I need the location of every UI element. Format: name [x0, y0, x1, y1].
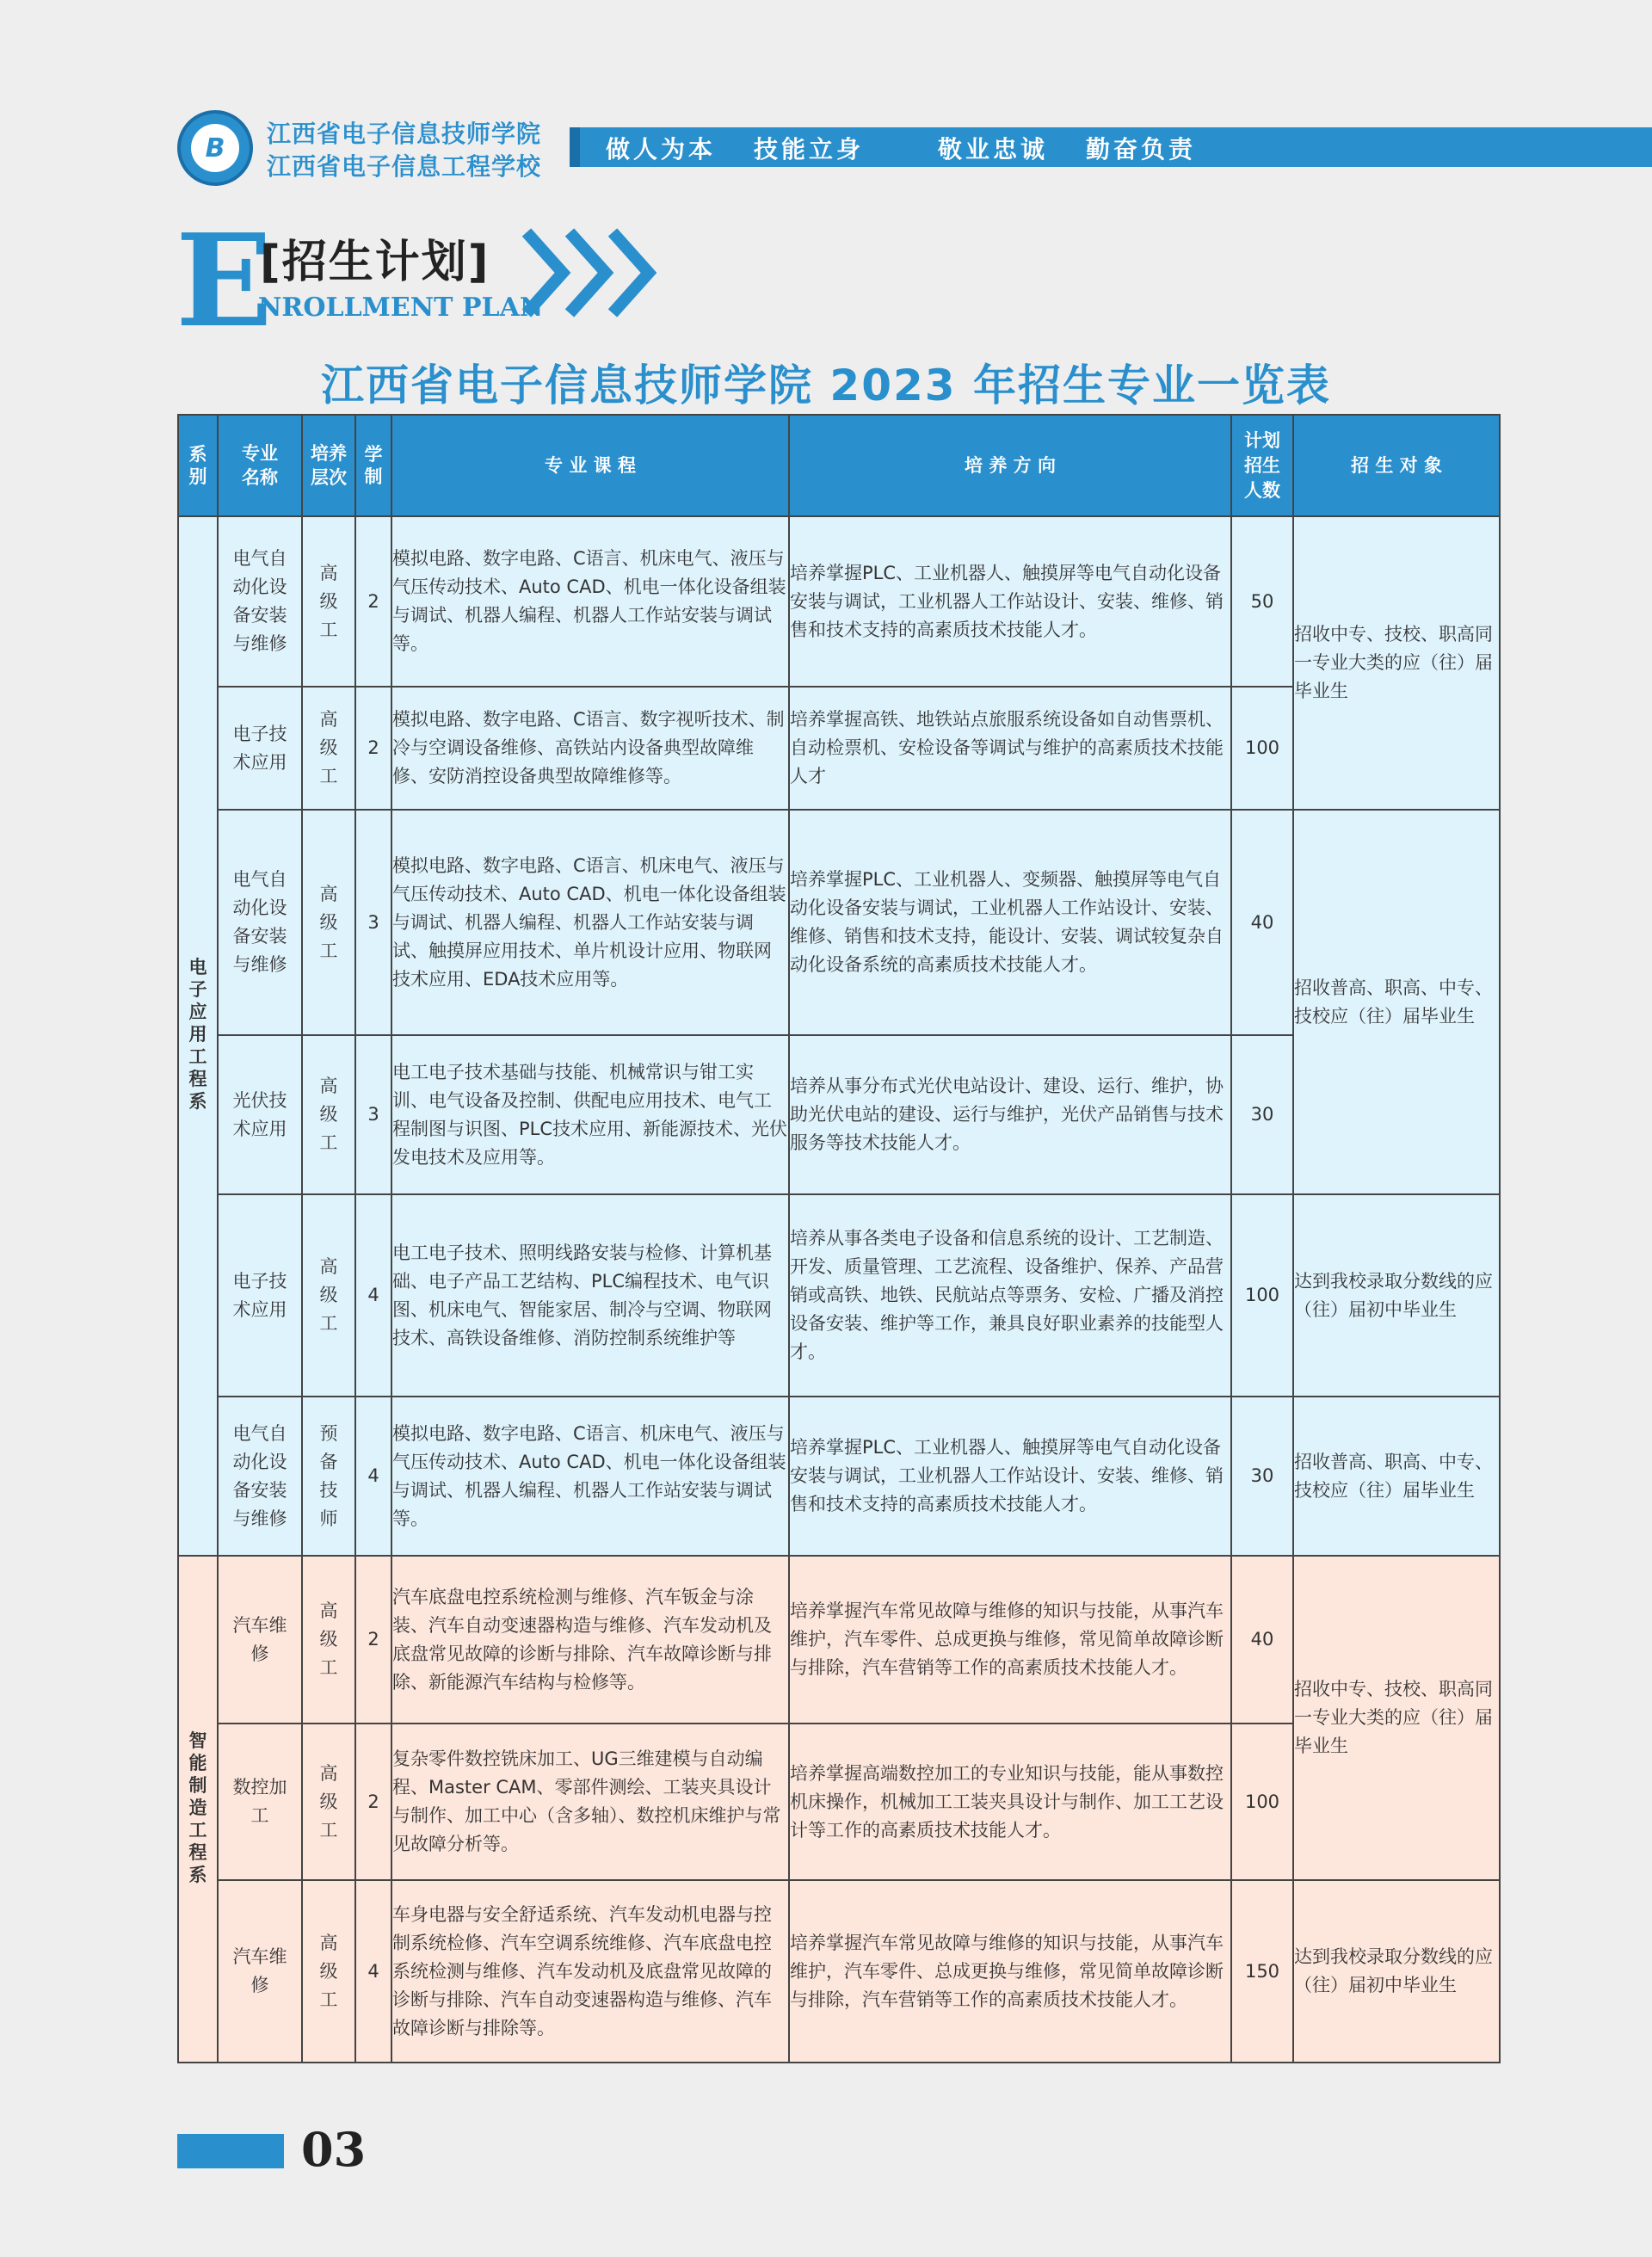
cell-plan: 50 [1231, 516, 1293, 687]
cell-direction: 培养掌握PLC、工业机器人、触摸屏等电气自动化设备安装与调试，工业机器人工作站设计、安装、维修、销售和技术支持的高素质技术技能人才。 [789, 1397, 1231, 1556]
cell-major: 电气自动化设备安装与维修 [218, 810, 302, 1035]
cell-plan: 30 [1231, 1035, 1293, 1194]
cell-plan: 40 [1231, 1556, 1293, 1724]
chevron-right-icon [520, 225, 675, 320]
table-row [178, 1397, 1500, 1556]
cell-level: 高级工 [302, 1556, 355, 1724]
header-level: 培养层次 [302, 415, 355, 516]
cell-years: 4 [355, 1194, 391, 1397]
section-letter: E [176, 206, 273, 355]
logo-letter: B [191, 124, 239, 172]
cell-plan: 100 [1231, 1194, 1293, 1397]
dept-manufacturing: 智能制造工程系 [178, 1556, 218, 2063]
cell-plan: 150 [1231, 1880, 1293, 2063]
school-name-secondary: 江西省电子信息工程学校 [267, 152, 542, 181]
table-header-row [178, 415, 1500, 516]
cell-major: 电子技术应用 [218, 687, 302, 810]
cell-direction: 培养从事各类电子设备和信息系统的设计、工艺制造、开发、质量管理、工艺流程、设备维护、保养、产品营销或高铁、地铁、民航站点等票务、安检、广播及消控设备安装、维护等工作，兼具良好职业素养的技能型人才。 [789, 1194, 1231, 1397]
section-title-en: NROLLMENT PLAN [258, 293, 544, 323]
cell-direction: 培养从事分布式光伏电站设计、建设、运行、维护，协助光伏电站的建设、运行与维护，光伏产品销售与技术服务等技术技能人才。 [789, 1035, 1231, 1194]
cell-plan: 100 [1231, 1724, 1293, 1880]
cell-level: 高级工 [302, 810, 355, 1035]
cell-direction: 培养掌握PLC、工业机器人、变频器、触摸屏等电气自动化设备安装与调试，工业机器人工作站设计、安装、维修、销售和技术支持，能设计、安装、调试较复杂自动化设备系统的高素质技术技能人才。 [789, 810, 1231, 1035]
cell-major: 汽车维修 [218, 1880, 302, 2063]
cell-level: 高级工 [302, 1724, 355, 1880]
header-dept: 系别 [178, 415, 218, 516]
cell-courses: 复杂零件数控铣床加工、UG三维建模与自动编程、Master CAM、零部件测绘、工装夹具设计与制作、加工中心（含多轴）、数控机床维护与常见故障分析等。 [391, 1724, 789, 1880]
cell-courses: 汽车底盘电控系统检测与维修、汽车钣金与涂装、汽车自动变速器构造与维修、汽车发动机及底盘常见故障的诊断与排除、汽车故障诊断与排除、新能源汽车结构与检修等。 [391, 1556, 789, 1724]
cell-level: 预备技师 [302, 1397, 355, 1556]
cell-plan: 100 [1231, 687, 1293, 810]
motto-item: 勤奋负责 [1086, 135, 1197, 163]
cell-target: 招收普高、职高、中专、技校应（往）届毕业生 [1293, 1397, 1500, 1556]
cell-courses: 车身电器与安全舒适系统、汽车发动机电器与控制系统检修、汽车空调系统维修、汽车底盘电控系统检测与维修、汽车发动机及底盘常见故障的诊断与排除、汽车自动变速器构造与维修、汽车故障诊断与排除等。 [391, 1880, 789, 2063]
school-name-primary: 江西省电子信息技师学院 [267, 120, 542, 148]
motto-item: 技能立身 [754, 135, 865, 163]
cell-level: 高级工 [302, 1194, 355, 1397]
motto-bar [570, 127, 1652, 167]
cell-courses: 模拟电路、数字电路、C语言、机床电气、液压与气压传动技术、Auto CAD、机电一体化设备组装与调试、机器人编程、机器人工作站安装与调试等。 [391, 516, 789, 687]
header-major: 专业名称 [218, 415, 302, 516]
table-row [178, 1880, 1500, 2063]
dept-electronics: 电子应用工程系 [178, 516, 218, 1556]
cell-years: 2 [355, 687, 391, 810]
cell-target: 达到我校录取分数线的应（往）届初中毕业生 [1293, 1880, 1500, 2063]
cell-years: 4 [355, 1880, 391, 2063]
cell-years: 3 [355, 810, 391, 1035]
cell-target: 招收中专、技校、职高同一专业大类的应（往）届毕业生 [1293, 516, 1500, 810]
cell-years: 2 [355, 516, 391, 687]
motto-bar-stripe [570, 127, 580, 167]
cell-plan: 40 [1231, 810, 1293, 1035]
cell-courses: 模拟电路、数字电路、C语言、数字视听技术、制冷与空调设备维修、高铁站内设备典型故障维修、安防消控设备典型故障维修等。 [391, 687, 789, 810]
cell-courses: 电工电子技术基础与技能、机械常识与钳工实训、电气设备及控制、供配电应用技术、电气工程制图与识图、PLC技术应用、新能源技术、光伏发电技术及应用等。 [391, 1035, 789, 1194]
cell-courses: 模拟电路、数字电路、C语言、机床电气、液压与气压传动技术、Auto CAD、机电一体化设备组装与调试、机器人编程、机器人工作站安装与调试、触摸屏应用技术、单片机设计应用、物联网技术应用、EDA技术应用等。 [391, 810, 789, 1035]
page-number: 03 [301, 2122, 367, 2177]
table-row [178, 810, 1500, 1035]
enrollment-table [177, 414, 1501, 2063]
table-row [178, 516, 1500, 687]
cell-years: 3 [355, 1035, 391, 1194]
cell-direction: 培养掌握高铁、地铁站点旅服系统设备如自动售票机、自动检票机、安检设备等调试与维护的高素质技术技能人才 [789, 687, 1231, 810]
cell-major: 光伏技术应用 [218, 1035, 302, 1194]
cell-courses: 电工电子技术、照明线路安装与检修、计算机基础、电子产品工艺结构、PLC编程技术、电气识图、机床电气、智能家居、制冷与空调、物联网技术、高铁设备维修、消防控制系统维护等 [391, 1194, 789, 1397]
cell-target: 招收中专、技校、职高同一专业大类的应（往）届毕业生 [1293, 1556, 1500, 1880]
cell-major: 电气自动化设备安装与维修 [218, 1397, 302, 1556]
cell-level: 高级工 [302, 516, 355, 687]
header-direction: 培 养 方 向 [789, 415, 1231, 516]
motto-item: 敬业忠诚 [938, 135, 1049, 163]
motto-item: 做人为本 [606, 135, 717, 163]
footer-bar [177, 2134, 284, 2168]
cell-level: 高级工 [302, 687, 355, 810]
cell-major: 电子技术应用 [218, 1194, 302, 1397]
section-title-cn: [招生计划] [260, 237, 490, 288]
header-courses: 专 业 课 程 [391, 415, 789, 516]
cell-direction: 培养掌握PLC、工业机器人、触摸屏等电气自动化设备安装与调试，工业机器人工作站设计、安装、维修、销售和技术支持的高素质技术技能人才。 [789, 516, 1231, 687]
cell-major: 数控加工 [218, 1724, 302, 1880]
table-row [178, 1194, 1500, 1397]
header-target: 招 生 对 象 [1293, 415, 1500, 516]
school-logo [177, 110, 253, 186]
cell-courses: 模拟电路、数字电路、C语言、机床电气、液压与气压传动技术、Auto CAD、机电一体化设备组装与调试、机器人编程、机器人工作站安装与调试等。 [391, 1397, 789, 1556]
header-years: 学制 [355, 415, 391, 516]
table-row [178, 1556, 1500, 1724]
cell-major: 汽车维修 [218, 1556, 302, 1724]
cell-years: 4 [355, 1397, 391, 1556]
cell-level: 高级工 [302, 1035, 355, 1194]
cell-years: 2 [355, 1556, 391, 1724]
cell-major: 电气自动化设备安装与维修 [218, 516, 302, 687]
cell-target: 招收普高、职高、中专、技校应（往）届毕业生 [1293, 810, 1500, 1194]
cell-years: 2 [355, 1724, 391, 1880]
cell-direction: 培养掌握汽车常见故障与维修的知识与技能，从事汽车维护，汽车零件、总成更换与维修，常见简单故障诊断与排除，汽车营销等工作的高素质技术技能人才。 [789, 1556, 1231, 1724]
cell-plan: 30 [1231, 1397, 1293, 1556]
cell-direction: 培养掌握汽车常见故障与维修的知识与技能，从事汽车维护，汽车零件、总成更换与维修，常见简单故障诊断与排除，汽车营销等工作的高素质技术技能人才。 [789, 1880, 1231, 2063]
cell-target: 达到我校录取分数线的应（往）届初中毕业生 [1293, 1194, 1500, 1397]
page-title: 江西省电子信息技师学院 2023 年招生专业一览表 [321, 361, 1331, 410]
cell-direction: 培养掌握高端数控加工的专业知识与技能，能从事数控机床操作，机械加工工装夹具设计与制作、加工工艺设计等工作的高素质技术技能人才。 [789, 1724, 1231, 1880]
header-plan: 计划招生人数 [1231, 415, 1293, 516]
cell-level: 高级工 [302, 1880, 355, 2063]
